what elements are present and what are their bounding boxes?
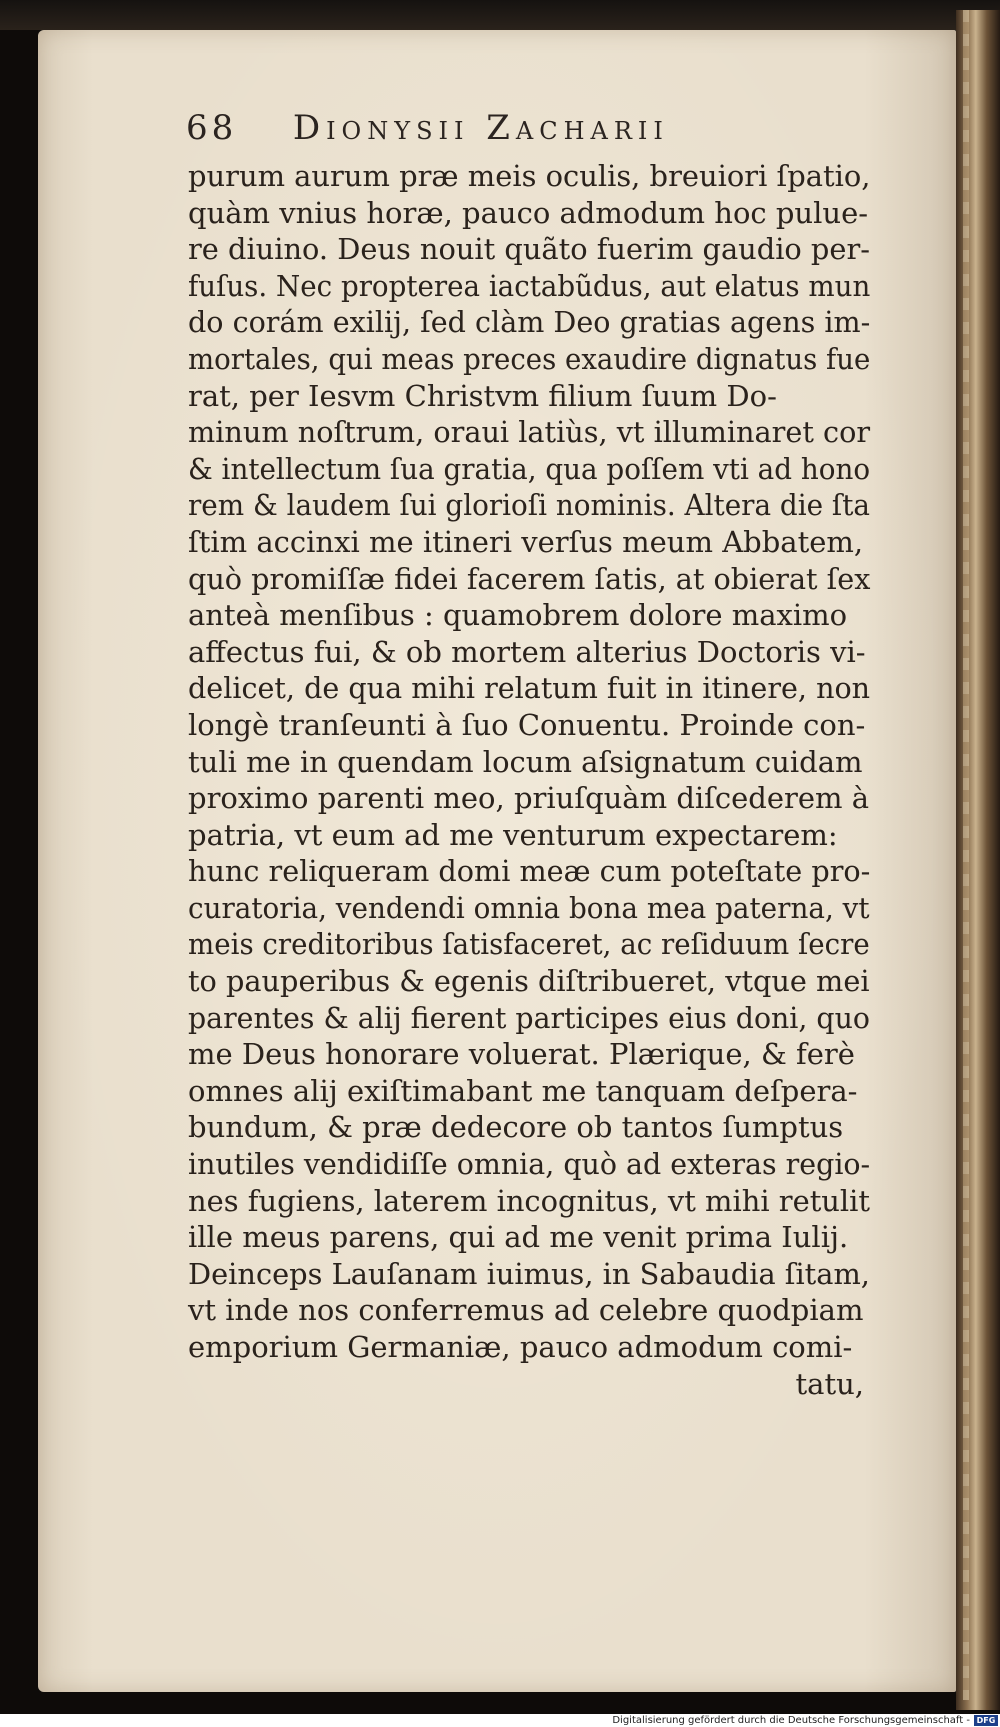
- catchword: tatu,: [795, 1366, 864, 1401]
- text-line: rem & laudem ſui glorioſi nominis. Altera die ſta: [188, 488, 870, 523]
- text-line: hunc reliqueram domi meæ cum poteſtate pro-: [188, 854, 871, 889]
- text-line: re diuino. Deus nouit quãto fuerim gaudio per-: [188, 232, 870, 267]
- text-line: mortales, qui meas preces exaudire dignatus fue: [188, 341, 871, 376]
- text-line: quò promiſſæ fidei facerem ſatis, at obierat ſex: [188, 561, 871, 596]
- funding-credit: Digitalisierung gefördert durch die Deutsche Forschungsgemeinschaft -: [612, 1715, 970, 1726]
- text-line: proximo parenti meo, priuſquàm diſcederem à: [188, 781, 870, 816]
- page-edges: [963, 10, 969, 1700]
- text-line: & intellectum ſua gratia, qua poſſem vti ad hono: [188, 451, 871, 486]
- text-line: omnes alij exiſtimabant me tanquam deſpera-: [188, 1073, 858, 1108]
- text-line: Deinceps Lauſanam iuimus, in Sabaudia ſitam,: [188, 1256, 870, 1291]
- text-line: to pauperibus & egenis diſtribueret, vtque mei: [188, 964, 870, 999]
- text-line: rat, per Iesvm Christvm filium ſuum Do-: [188, 378, 777, 413]
- running-head: [186, 108, 886, 158]
- text-line: tuli me in quendam locum aſsignatum cuidam: [188, 744, 863, 779]
- text-line: meis creditoribus ſatisfaceret, ac reſiduum ſecre: [188, 927, 870, 962]
- dfg-logo: DFG: [974, 1715, 998, 1726]
- running-title: Dionysii Zacharii: [292, 108, 669, 148]
- text-line: nes fugiens, laterem incognitus, vt mihi retulit: [188, 1183, 871, 1218]
- book-edge-top: [0, 0, 1000, 30]
- text-line: affectus fui, & ob mortem alterius Doctoris vi-: [188, 634, 866, 669]
- text-line: delicet, de qua mihi relatum fuit in itinere, non: [188, 671, 871, 706]
- text-line: bundum, & præ dedecore ob tantos ſumptus: [188, 1110, 844, 1145]
- text-line: patria, vt eum ad me venturum expectarem:: [188, 817, 838, 852]
- text-line: minum noſtrum, oraui latiùs, vt illuminaret cor: [188, 415, 871, 450]
- text-line: fuſus. Nec propterea iactabũdus, aut elatus mun: [188, 268, 871, 303]
- page-number: 68: [186, 108, 238, 148]
- text-line: anteà menſibus : quamobrem dolore maximo: [188, 598, 848, 633]
- footer-bar: [0, 1714, 1000, 1727]
- text-line: ille meus parens, qui ad me venit prima Iulij.: [188, 1220, 849, 1255]
- text-line: parentes & alij fierent participes eius doni, quo: [188, 1000, 870, 1035]
- text-line: vt inde nos conferremus ad celebre quodpiam: [188, 1293, 864, 1328]
- text-block: [188, 158, 870, 1402]
- text-line: curatoria, vendendi omnia bona mea paterna, vt: [188, 890, 870, 925]
- text-line: emporium Germaniæ, pauco admodum comi-: [188, 1330, 853, 1364]
- text-line: do corám exilij, ſed clàm Deo gratias agens im-: [188, 305, 871, 340]
- text-line: purum aurum præ meis oculis, breuiori ſpatio,: [188, 159, 871, 193]
- text-line: longè tranſeunti à ſuo Conuentu. Proinde con-: [188, 707, 866, 742]
- text-line: quàm vnius horæ, pauco admodum hoc pulue-: [188, 195, 869, 230]
- text-line: ſtim accinxi me itineri verſus meum Abbatem,: [188, 524, 864, 559]
- text-line: inutiles vendidiſſe omnia, quò ad exteras regio-: [188, 1147, 871, 1182]
- text-line: me Deus honorare voluerat. Plærique, & ferè: [188, 1037, 855, 1072]
